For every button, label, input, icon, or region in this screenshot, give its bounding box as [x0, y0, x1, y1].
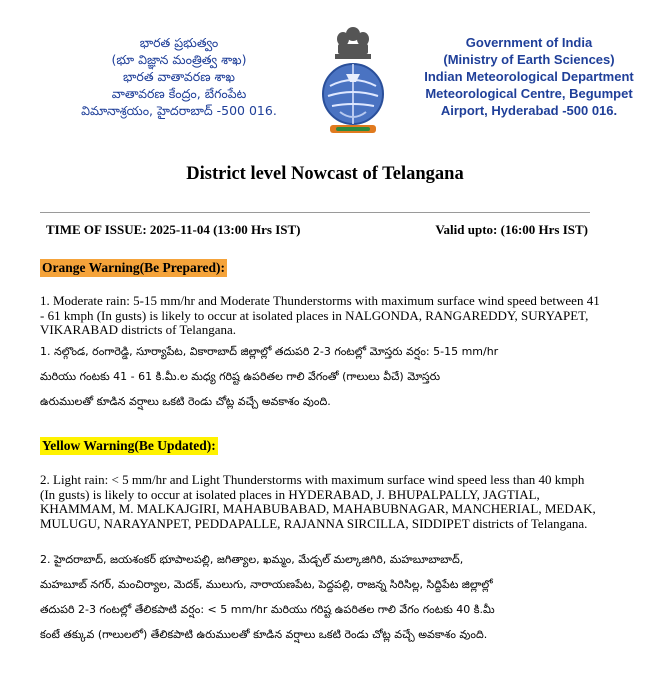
- time-of-issue: TIME OF ISSUE: 2025-11-04 (13:00 Hrs IST): [46, 222, 301, 237]
- header-english-line: Airport, Hyderabad -500 016.: [440, 103, 618, 118]
- divider: [40, 212, 590, 213]
- telugu-line: మరియు గంటకు 41 - 61 కి.మీ.ల మధ్య గరిష్ట ఉపరితల గాలి వేగంతో (గాలులు వీచే) మోస్తరు: [40, 370, 441, 383]
- header-telugu-line: (భూ విజ్ఞాన మంత్రిత్వ శాఖ): [111, 52, 247, 67]
- yellow-warning-telugu: [40, 547, 620, 647]
- orange-warning-telugu: [40, 339, 620, 414]
- header-telugu-line: విమానాశ్రయం, హైదరాబాద్ -500 016.: [81, 103, 277, 118]
- header-english: [414, 34, 644, 119]
- yellow-warning-label: Yellow Warning(Be Updated):: [42, 438, 216, 453]
- telugu-line: కంటే తక్కువ (గాలులలో) తేలికపాటి ఉరుములతో కూడిన వర్షాలు ఒకటి రెండు చోట్ల వచ్చే అవకాశం వుంది.: [40, 628, 488, 641]
- telugu-line: తదుపరి 2-3 గంటల్లో తేలికపాటి వర్షం: < 5 mm/hr మరియు గరిష్ట ఉపరితల గాలి వేగం గంటకు 40 కి.మీ: [40, 603, 495, 616]
- header-telugu: [54, 34, 304, 119]
- yellow-warning-english: 2. Light rain: < 5 mm/hr and Light Thunderstorms with maximum surface wind speed less than 40 kmph (In gusts) is likely to occur at isolated places in HYDERABAD, J. BHUPALPALLY, JAGTIAL, KHAMMAM, M. MALKAJGIRI, MAHABUBABAD, MAHABUBNAGAR, MANCHERIAL, MEDAK, MULUGU, NARAYANPET, PEDDAPALLE, RAJANNA SIRCILLA, SIDDIPET districts of Telangana.: [40, 472, 596, 531]
- telugu-line: ఉరుములతో కూడిన వర్షాలు ఒకటి రెండు చోట్ల వచ్చే అవకాశం వుంది.: [40, 395, 331, 408]
- header-english-line: Government of India: [465, 35, 593, 50]
- header-telugu-line: భారత వాతావరణ శాఖ: [123, 69, 235, 84]
- header-english-line: Indian Meteorological Department: [424, 69, 634, 84]
- orange-warning-label: Orange Warning(Be Prepared):: [42, 260, 225, 275]
- valid-upto: Valid upto: (16:00 Hrs IST): [435, 222, 588, 237]
- header-telugu-line: భారత ప్రభుత్వం: [139, 35, 219, 50]
- imd-emblem-icon: [316, 24, 390, 136]
- orange-warning-english: 1. Moderate rain: 5-15 mm/hr and Moderate Thunderstorms with maximum surface wind speed between 41 - 61 kmph (In gusts) is likely to occur at isolated places in NALGONDA, RANGAREDDY, SURYAPET, VIKARABAD districts of Telangana.: [40, 293, 600, 337]
- header-telugu-line: వాతావరణ కేంద్రం, బేగంపేట: [111, 86, 247, 101]
- header-english-line: Meteorological Centre, Begumpet: [425, 86, 633, 101]
- telugu-line: 2. హైదరాబాద్, జయశంకర్ భూపాలపల్లి, జగిత్యాల, ఖమ్మం, మేడ్చల్ మల్కాజిగిరి, మహబూబాబాద్,: [40, 553, 464, 566]
- page-title: District level Nowcast of Telangana: [186, 164, 464, 184]
- header-english-line: (Ministry of Earth Sciences): [443, 52, 615, 67]
- telugu-line: మహబూబ్ నగర్, మంచిర్యాల, మెదక్, ములుగు, నారాయణపేట, పెద్దపల్లి, రాజన్న సిరిసిల్ల, సిద్దిపేట జిల్లాల్లో: [40, 578, 493, 591]
- telugu-line: 1. నల్గొండ, రంగారెడ్డి, సూర్యాపేట, వికారాబాద్ జిల్లాల్లో తదుపరి 2-3 గంటల్లో మోస్తరు వర్షం: 5-15 mm/hr: [40, 345, 499, 358]
